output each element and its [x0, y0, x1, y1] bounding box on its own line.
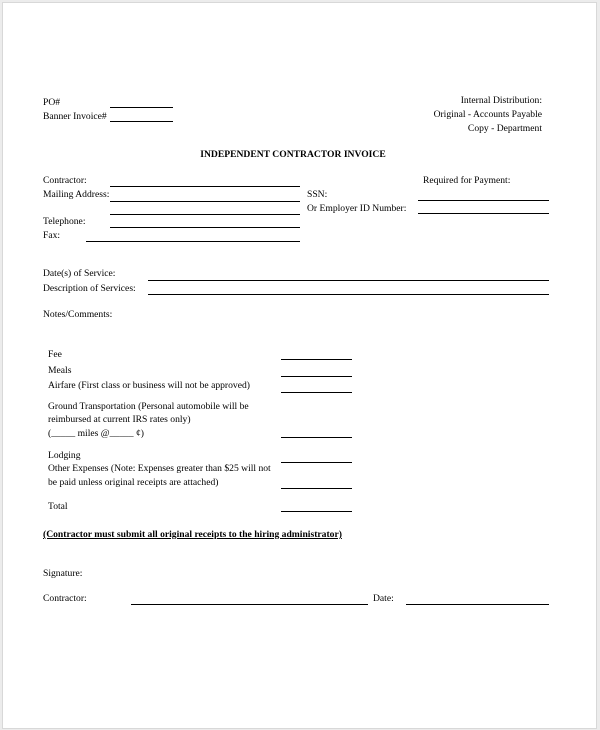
mailing-address-label: Mailing Address: [43, 189, 110, 200]
form-title: INDEPENDENT CONTRACTOR INVOICE [200, 149, 386, 160]
required-for-payment-label: Required for Payment: [423, 175, 511, 186]
airfare-label: Airfare (First class or business will not be approved) [48, 380, 250, 391]
distribution-title: Internal Distribution: [460, 95, 542, 106]
distribution-copy: Copy - Department [467, 123, 542, 134]
dates-of-service-input-line[interactable] [148, 280, 549, 281]
other-expenses-input-line[interactable] [281, 488, 352, 489]
telephone-input-line[interactable] [110, 227, 300, 228]
telephone-label: Telephone: [43, 216, 86, 227]
dates-of-service-label: Date(s) of Service: [43, 268, 116, 279]
notes-label: Notes/Comments: [43, 309, 113, 320]
banner-invoice-input-line[interactable] [110, 121, 173, 122]
description-input-line[interactable] [148, 294, 549, 295]
signature-label: Signature: [43, 568, 83, 579]
other-expenses-note: be paid unless original receipts are attached) [48, 477, 219, 488]
total-input-line[interactable] [281, 511, 352, 512]
contractor-input-line[interactable] [110, 186, 300, 187]
fax-input-line[interactable] [86, 241, 300, 242]
airfare-input-line[interactable] [281, 392, 352, 393]
date-input-line[interactable] [406, 604, 549, 605]
total-label: Total [48, 501, 68, 512]
other-expenses-label: Other Expenses (Note: Expenses greater than $25 will not [48, 463, 271, 474]
fee-input-line[interactable] [281, 359, 352, 360]
contractor-label: Contractor: [43, 175, 87, 186]
po-label: PO# [43, 97, 61, 108]
employer-id-input-line[interactable] [418, 213, 549, 214]
banner-invoice-label: Banner Invoice# [43, 111, 107, 122]
lodging-input-line[interactable] [281, 462, 352, 463]
po-input-line[interactable] [110, 107, 173, 108]
mailing-address-input-line-1[interactable] [110, 201, 300, 202]
mailing-address-input-line-2[interactable] [110, 214, 300, 215]
invoice-form-page [2, 2, 597, 729]
signature-contractor-label: Contractor: [43, 593, 87, 604]
ground-transportation-note: reimbursed at current IRS rates only) [48, 414, 191, 425]
fee-label: Fee [48, 349, 62, 360]
contractor-signature-line[interactable] [131, 604, 368, 605]
date-label: Date: [373, 593, 394, 604]
meals-input-line[interactable] [281, 376, 352, 377]
meals-label: Meals [48, 365, 72, 376]
ground-transportation-label: Ground Transportation (Personal automobile will be [48, 401, 249, 412]
description-label: Description of Services: [43, 283, 136, 294]
distribution-original: Original - Accounts Payable [433, 109, 542, 120]
receipts-notice: (Contractor must submit all original receipts to the hiring administrator) [43, 529, 342, 540]
lodging-label: Lodging [48, 450, 81, 461]
employer-id-label: Or Employer ID Number: [307, 203, 407, 214]
ssn-label: SSN: [307, 189, 328, 200]
ground-transportation-input-line[interactable] [281, 437, 352, 438]
ssn-input-line[interactable] [418, 200, 549, 201]
mileage-calculation: (_____ miles @_____ ¢) [48, 428, 144, 439]
fax-label: Fax: [43, 230, 61, 241]
